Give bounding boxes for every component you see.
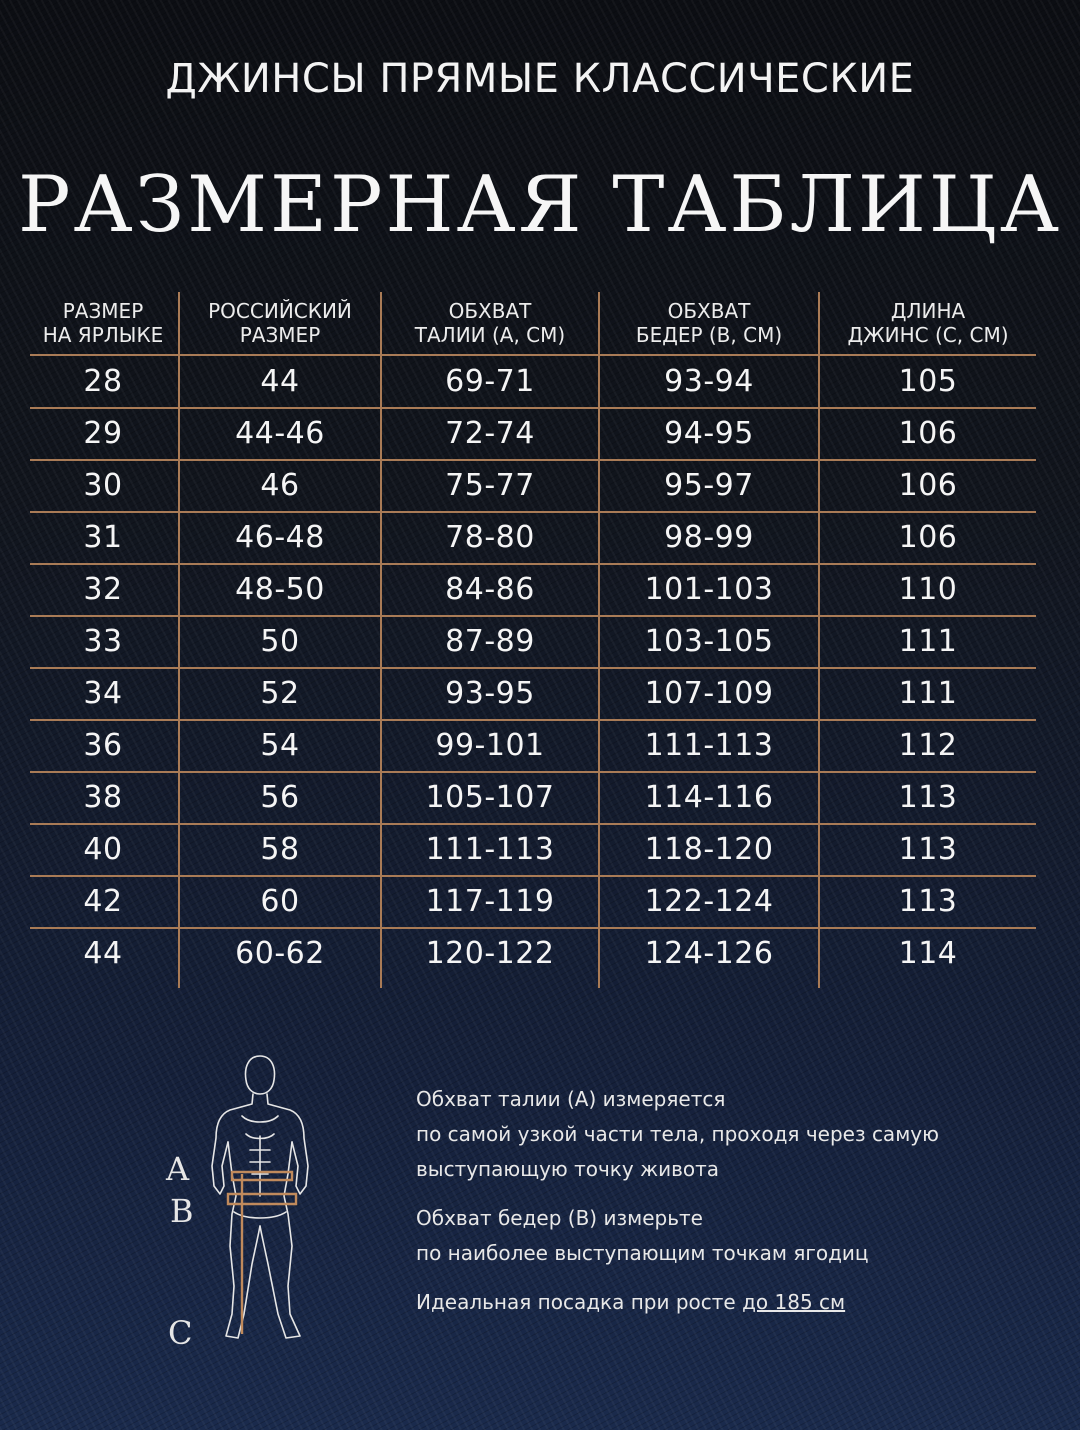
measurement-notes — [416, 1082, 1016, 1320]
table-cell: 52 — [260, 676, 300, 711]
table-row — [30, 772, 1036, 824]
table-cell: 29 — [83, 416, 123, 451]
table-cell: 113 — [898, 884, 958, 919]
table-row — [30, 616, 1036, 668]
body-measurement-figure — [160, 1046, 340, 1356]
table-cell: 110 — [898, 572, 958, 607]
spacer — [416, 1271, 1016, 1285]
table-cell: 114-116 — [644, 780, 774, 815]
table-cell: 28 — [83, 364, 123, 399]
table-row — [30, 668, 1036, 720]
table-row — [30, 460, 1036, 512]
table-cell: 44 — [83, 936, 123, 971]
label-a: A — [166, 1150, 190, 1188]
table-header — [30, 288, 1036, 354]
column-header-line: ТАЛИИ (А, СМ) — [414, 323, 566, 347]
table-cell: 118-120 — [644, 832, 774, 867]
table-cell: 93-95 — [445, 676, 535, 711]
table-cell: 106 — [898, 416, 958, 451]
table-row — [30, 720, 1036, 772]
table-cell: 105-107 — [425, 780, 555, 815]
table-cell: 87-89 — [445, 624, 535, 659]
size-table — [30, 288, 1036, 988]
column-header-line: ОБХВАТ — [667, 299, 751, 323]
note-waist-line: Обхват талии (А) измеряется — [416, 1087, 726, 1111]
table-row — [30, 928, 1036, 980]
table-cell: 44 — [260, 364, 300, 399]
table-cell: 30 — [83, 468, 123, 503]
table-row — [30, 408, 1036, 460]
table-row — [30, 564, 1036, 616]
table-cell: 107-109 — [644, 676, 774, 711]
table-row — [30, 876, 1036, 928]
column-header-russian-size — [180, 296, 380, 350]
table-cell: 78-80 — [445, 520, 535, 555]
table-cell: 54 — [260, 728, 300, 763]
column-header-line: ДЖИНС (С, СМ) — [847, 323, 1009, 347]
table-cell: 69-71 — [445, 364, 535, 399]
table-cell: 106 — [898, 520, 958, 555]
table-cell: 48-50 — [235, 572, 325, 607]
table-cell: 113 — [898, 780, 958, 815]
note-waist-line: по самой узкой части тела, проходя через самую — [416, 1122, 939, 1146]
column-header-line: РОССИЙСКИЙ — [208, 299, 352, 323]
column-header-line: БЕДЕР (В, СМ) — [635, 323, 783, 347]
label-b: B — [170, 1192, 194, 1230]
table-cell: 56 — [260, 780, 300, 815]
note-fit-prefix: Идеальная посадка при росте — [416, 1290, 743, 1314]
table-cell: 106 — [898, 468, 958, 503]
note-fit-line — [416, 1285, 1016, 1320]
table-cell: 93-94 — [664, 364, 754, 399]
table-cell: 44-46 — [235, 416, 325, 451]
note-fit-height: до 185 см — [742, 1290, 846, 1314]
table-cell: 34 — [83, 676, 123, 711]
column-header-line: ДЛИНА — [890, 299, 966, 323]
table-cell: 122-124 — [644, 884, 774, 919]
table-cell: 84-86 — [445, 572, 535, 607]
column-header-line: ОБХВАТ — [448, 299, 532, 323]
table-cell: 95-97 — [664, 468, 754, 503]
column-header-line: НА ЯРЛЫКЕ — [42, 323, 164, 347]
table-cell: 60-62 — [235, 936, 325, 971]
table-cell: 60 — [260, 884, 300, 919]
table-cell: 38 — [83, 780, 123, 815]
note-hips-line: Обхват бедер (В) измерьте — [416, 1206, 703, 1230]
table-cell: 120-122 — [425, 936, 555, 971]
table-cell: 111 — [898, 624, 958, 659]
table-cell: 32 — [83, 572, 123, 607]
page-title: РАЗМЕРНАЯ ТАБЛИЦА — [18, 160, 1062, 250]
column-header-line: РАЗМЕР — [239, 323, 321, 347]
table-row — [30, 356, 1036, 408]
table-cell: 42 — [83, 884, 123, 919]
table-row — [30, 824, 1036, 876]
table-cell: 103-105 — [644, 624, 774, 659]
note-hips-line: по наиболее выступающим точкам ягодиц — [416, 1241, 869, 1265]
table-cell: 111-113 — [644, 728, 774, 763]
table-cell: 36 — [83, 728, 123, 763]
table-cell: 111 — [898, 676, 958, 711]
column-header-hips — [600, 296, 818, 350]
table-cell: 46 — [260, 468, 300, 503]
table-cell: 101-103 — [644, 572, 774, 607]
page-subtitle: ДЖИНСЫ ПРЯМЫЕ КЛАССИЧЕСКИЕ — [165, 56, 915, 102]
column-header-line: РАЗМЕР — [62, 299, 144, 323]
table-cell: 98-99 — [664, 520, 754, 555]
figure-chest — [242, 1116, 278, 1122]
table-cell: 31 — [83, 520, 123, 555]
table-cell: 33 — [83, 624, 123, 659]
figure-torso — [246, 1134, 274, 1196]
note-waist-line: выступающую точку живота — [416, 1157, 720, 1181]
label-c: C — [168, 1314, 193, 1352]
table-cell: 94-95 — [664, 416, 754, 451]
figure-head — [246, 1056, 275, 1094]
table-cell: 72-74 — [445, 416, 535, 451]
table-cell: 111-113 — [425, 832, 555, 867]
table-cell: 117-119 — [425, 884, 555, 919]
spacer — [416, 1187, 1016, 1201]
table-cell: 105 — [898, 364, 958, 399]
table-cell: 99-101 — [435, 728, 545, 763]
column-header-waist — [382, 296, 598, 350]
table-cell: 113 — [898, 832, 958, 867]
table-cell: 58 — [260, 832, 300, 867]
table-cell: 124-126 — [644, 936, 774, 971]
column-header-label-size — [30, 296, 176, 350]
table-cell: 112 — [898, 728, 958, 763]
table-cell: 114 — [898, 936, 958, 971]
table-row — [30, 512, 1036, 564]
table-cell: 46-48 — [235, 520, 325, 555]
column-header-length — [820, 296, 1036, 350]
table-cell: 50 — [260, 624, 300, 659]
table-cell: 40 — [83, 832, 123, 867]
table-cell: 75-77 — [445, 468, 535, 503]
